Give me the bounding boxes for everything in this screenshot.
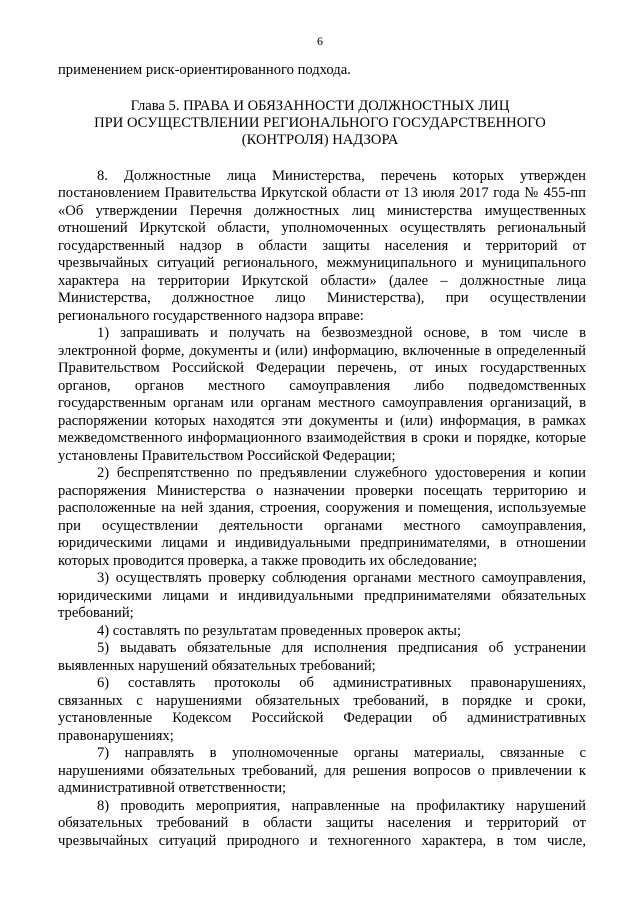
text-line: юридическими лицами и индивидуальными предпринимателями обязательных — [58, 588, 586, 604]
text-line: расположенные на ней здания, строения, сооружения и помещения, используемые — [58, 500, 586, 516]
text-line: 4) составлять по результатам проведенных проверок акты; — [97, 623, 462, 639]
text-line: постановлением Правительства Иркутской области от 13 июля 2017 года № 455-пп — [58, 185, 586, 201]
text-line: установлены Правительством Российской Федерации; — [58, 448, 396, 464]
text-line: административной ответственности; — [58, 780, 287, 796]
text-line: 1) запрашивать и получать на безвозмездной основе, в том числе в — [97, 325, 586, 341]
text-line: выявленных нарушений обязательных требований; — [58, 658, 376, 674]
text-line: 2) беспрепятственно по предъявлении служебного удостоверения и копии — [97, 465, 586, 481]
text-line: юридическими лицами и индивидуальными предпринимателями, в отношении — [58, 535, 586, 551]
text-line: 6) составлять протоколы об административных правонарушениях, — [97, 675, 586, 691]
text-line: распоряжения Министерства о назначении проверки посещать территорию и — [58, 483, 586, 499]
text-line: 3) осуществлять проверку соблюдения органами местного самоуправления, — [97, 570, 586, 586]
text-line: государственным органам или органам местного самоуправления организаций, в — [58, 395, 586, 411]
text-line: 7) направлять в уполномоченные органы материалы, связанные с — [97, 745, 586, 761]
text-line: 5) выдавать обязательные для исполнения предписания об устранении — [97, 640, 586, 656]
text-line: установленные Кодексом Российской Федерации об административных — [58, 710, 586, 726]
text-line: характера на территории Иркутской области» (далее – должностные лица — [58, 273, 586, 289]
text-line: при осуществлении деятельности органами местного самоуправления, — [58, 518, 586, 534]
text-line: чрезвычайных ситуаций природного и техногенного характера, в том числе, — [58, 833, 586, 849]
text-line: Правительством Российской Федерации перечень, от иных государственных — [58, 360, 586, 376]
text-line: Министерства, должностное лицо Министерства), при осуществлении — [58, 290, 586, 306]
text-line: 8. Должностные лица Министерства, перечень которых утвержден — [97, 168, 586, 184]
page-number: 6 — [317, 34, 323, 48]
text-line: требований; — [58, 605, 134, 621]
chapter-heading-line: Глава 5. ПРАВА И ОБЯЗАННОСТИ ДОЛЖНОСТНЫХ ЛИЦ — [130, 98, 510, 114]
text-line: которых проводится проверка, а также проводить их обследование; — [58, 553, 478, 569]
text-line: правонарушениях; — [58, 728, 174, 744]
text-line: межведомственного информационного взаимодействия в сроки и порядке, которые — [58, 430, 586, 446]
chapter-heading-line: (КОНТРОЛЯ) НАДЗОРА — [241, 132, 399, 148]
text-line: применением риск-ориентированного подхода. — [58, 62, 351, 78]
text-line: органов, органов местного самоуправления либо подведомственных — [58, 378, 586, 394]
text-line: «Об утверждении Перечня должностных лиц министерства имущественных — [58, 203, 586, 219]
text-line: электронной форме, документы и (или) информацию, включенные в определенный — [58, 343, 586, 359]
text-line: 8) проводить мероприятия, направленные на профилактику нарушений — [97, 798, 586, 814]
text-line: регионального государственного надзора вправе: — [58, 308, 364, 324]
chapter-heading-line: ПРИ ОСУЩЕСТВЛЕНИИ РЕГИОНАЛЬНОГО ГОСУДАРСТВЕННОГО — [94, 115, 546, 131]
text-line: чрезвычайных ситуаций регионального, межмуниципального и муниципального — [58, 255, 586, 271]
text-line: нарушениями обязательных требований, для решения вопросов о привлечении к — [58, 763, 586, 779]
text-line: обязательных требований в области защиты населения и территорий от — [58, 815, 586, 831]
text-line: отношений Иркутской области, уполномоченных осуществлять региональный — [58, 220, 586, 236]
text-line: государственный надзор в области защиты населения и территорий от — [58, 238, 586, 254]
text-line: связанных с нарушениями обязательных требований, в порядке и сроки, — [58, 693, 586, 709]
text-line: распоряжении которых находятся эти документы и (или) информация, в рамках — [58, 413, 586, 429]
